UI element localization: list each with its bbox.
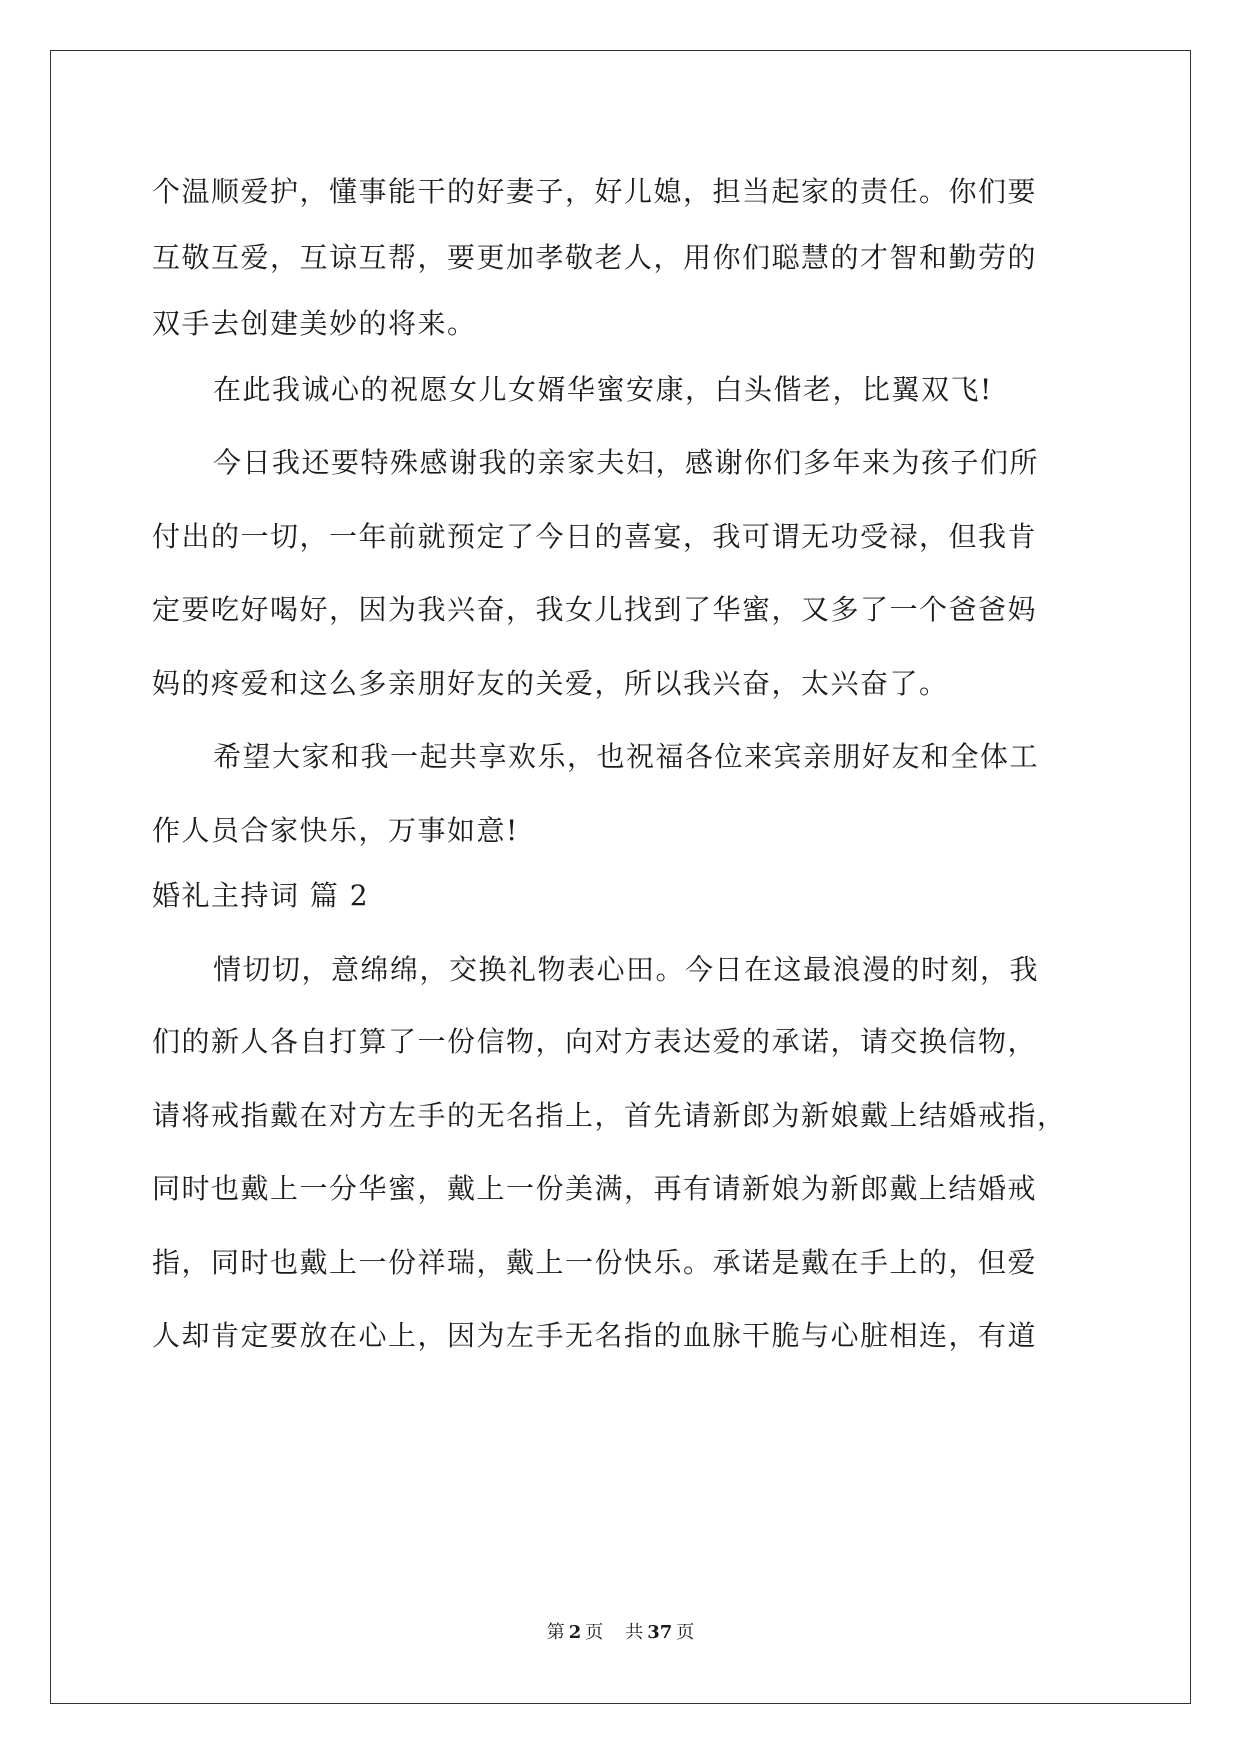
body-line: 人却肯定要放在心上，因为左手无名指的血脉干脆与心脏相连，有道 xyxy=(152,1319,1038,1352)
body-line: 指，同时也戴上一份祥瑞，戴上一份快乐。承诺是戴在手上的，但爱 xyxy=(152,1246,1038,1279)
page-unit: 页 xyxy=(585,1622,604,1643)
section-heading: 婚礼主持词 篇 2 xyxy=(152,879,370,912)
paragraph-first-line: 情切切，意绵绵，交换礼物表心田。今日在这最浪漫的时刻，我 xyxy=(213,953,1040,986)
total-unit: 页 xyxy=(676,1622,695,1643)
paragraph-first-line: 希望大家和我一起共享欢乐，也祝福各位来宾亲朋好友和全体工 xyxy=(213,740,1040,773)
body-line: 互敬互爱，互谅互帮，要更加孝敬老人，用你们聪慧的才智和勤劳的 xyxy=(152,241,1038,274)
body-line: 付出的一切，一年前就预定了今日的喜宴，我可谓无功受禄，但我肯 xyxy=(152,520,1038,553)
page-footer xyxy=(0,1621,1241,1645)
body-line: 妈的疼爱和这么多亲朋好友的关爱，所以我兴奋，太兴奋了。 xyxy=(152,667,949,700)
body-line: 同时也戴上一分华蜜，戴上一份美满，再有请新娘为新郎戴上结婚戒 xyxy=(152,1172,1038,1205)
body-line: 们的新人各自打算了一份信物，向对方表达爱的承诺，请交换信物， xyxy=(152,1025,1038,1058)
body-line: 双手去创建美妙的将来。 xyxy=(152,307,477,340)
total-page-count: 37 xyxy=(647,1622,673,1643)
paragraph-first-line: 今日我还要特殊感谢我的亲家夫妇，感谢你们多年来为孩子们所 xyxy=(213,446,1040,479)
body-line: 个温顺爱护，懂事能干的好妻子，好儿媳，担当起家的责任。你们要 xyxy=(152,175,1038,208)
body-line: 作人员合家快乐，万事如意! xyxy=(152,814,519,847)
total-prefix: 共 xyxy=(625,1622,644,1643)
paragraph-first-line: 在此我诚心的祝愿女儿女婿华蜜安康，白头偕老，比翼双飞! xyxy=(213,373,993,406)
body-line: 请将戒指戴在对方左手的无名指上，首先请新郎为新娘戴上结婚戒指， xyxy=(152,1099,1067,1132)
body-line: 定要吃好喝好，因为我兴奋，我女儿找到了华蜜，又多了一个爸爸妈 xyxy=(152,593,1038,626)
current-page-number: 2 xyxy=(568,1622,582,1643)
page-prefix: 第 xyxy=(546,1622,565,1643)
